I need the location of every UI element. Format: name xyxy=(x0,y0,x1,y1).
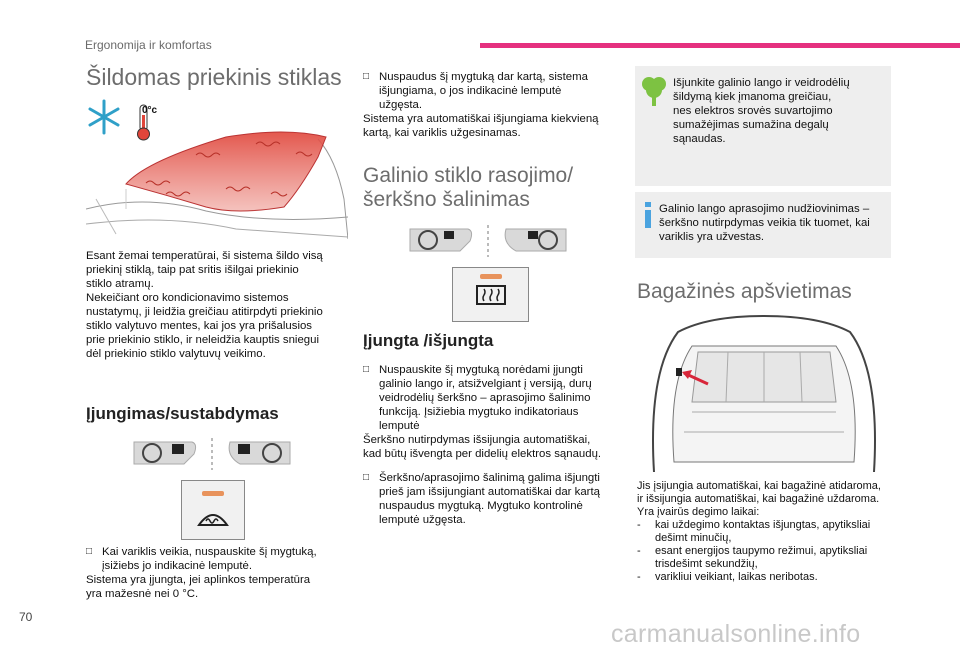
bullet-marker-icon: □ xyxy=(363,364,370,375)
boot-figure xyxy=(648,312,880,474)
rear-defrost-text: □ Nuspauskite šį mygtuką norėdami įjungti galinio lango ir, atsižvelgiant į versiją, durų veidrodėlių šerkšno – aprasojimo šalinimo funkciją. Įsižiebia mygtuko indikatoriaus lemputė Šerkšno nutirpdymas išsijungia automatiškai, kad būtų išvengta per didelių elektros sąnaudų. □ Šerkšno/aprasojimo šalinimą galima išjungti prieš jam išsijungiant automatiškai dar kartą nuspaudus mygtuką. Mygtuko kontrolinė lemputė užgęsta. xyxy=(363,364,602,526)
eco-tree-icon xyxy=(642,74,666,106)
bullet-marker-icon: □ xyxy=(86,546,93,557)
intro-text: Esant žemai temperatūrai, ši sistema šildo visą priekinį stiklą, taip pat sritis išilgai priekinio stiklo atramų. Nekeičiant oro kondicionavimo sistemos nustatymų, ji leidžia greičiau atitirpdyti priekinio stiklo valytuvo mentes, kai jos yra prišalusios prie priekinio stiklo, ir neleidžia kauptis sniegui dėl priekinio stiklo valytuvų veikimo. xyxy=(86,250,323,360)
bullet-marker-icon: □ xyxy=(363,472,370,483)
info-icon xyxy=(643,202,653,228)
windshield-illustration xyxy=(86,99,348,241)
temperature-label: 0°c xyxy=(142,105,158,116)
rear-defrost-title: Galinio stiklo rasojimo/ šerkšno šalinimas xyxy=(363,164,574,211)
indicator-lamp xyxy=(202,491,224,496)
boot-light-title: Bagažinės apšvietimas xyxy=(637,280,852,303)
section-label: Ergonomija ir komfortas xyxy=(85,38,212,52)
front-defrost-button[interactable] xyxy=(181,480,245,540)
steering-wheel-diagram xyxy=(408,225,568,257)
bullet-marker-icon: □ xyxy=(363,71,370,82)
boot-illustration xyxy=(648,312,880,474)
subtitle-on-off: Įjungta /išjungta xyxy=(363,331,494,350)
dashboard-figure xyxy=(132,438,292,470)
page-number: 70 xyxy=(19,610,33,624)
info-note-box: Galinio lango aprasojimo nudžiovinimas – šerkšno nutirpdymas veikia tik tuomet, kai variklis yra užvestas. xyxy=(635,192,891,258)
indicator-lamp xyxy=(480,274,502,279)
header-accent-bar xyxy=(480,43,960,48)
activation-text: □ Kai variklis veikia, nuspauskite šį mygtuką, įsižiebs jo indikacinė lemputė. Sistema yra įjungta, jei aplinkos temperatūra yra mažesnė nei 0 °C. xyxy=(86,546,317,600)
subtitle-activation: Įjungimas/sustabdymas xyxy=(86,404,279,423)
eco-tip-box: Išjunkite galinio lango ir veidrodėlių šildymą kiek įmanoma greičiau, nes elektros srovės suvartojimo sumažėjimas sumažina degalų sąnaudas. xyxy=(635,66,891,186)
watermark: carmanualsonline.info xyxy=(611,620,861,648)
page-title: Šildomas priekinis stiklas xyxy=(86,64,342,90)
snowflake-icon xyxy=(90,101,118,133)
windshield-figure xyxy=(86,99,348,241)
steering-wheel-diagram xyxy=(132,438,292,470)
rear-defrost-icon xyxy=(475,284,507,306)
front-defrost-icon xyxy=(196,505,230,529)
rear-defrost-button[interactable] xyxy=(452,267,529,322)
deactivation-text: □ Nuspaudus šį mygtuką dar kartą, sistema išjungiama, o jos indikacinė lemputė užgęsta. Sistema yra automatiškai išjungiama kiekvieną kartą, kai variklis užgesinamas. xyxy=(363,71,599,139)
boot-light-text: Jis įsijungia automatiškai, kai bagažinė atidaroma, ir išsijungia automatiškai, kai bagažinė uždaroma. Yra įvairūs degimo laikai: - kai uždegimo kontaktas išjungtas, apytiksliai dešimt minučių, - esant energijos taupymo režimui, apytiksliai trisdešimt sekundžių, - varikliui veikiant, laikas neribotas. xyxy=(637,480,881,583)
dashboard-figure-rear xyxy=(408,225,568,257)
